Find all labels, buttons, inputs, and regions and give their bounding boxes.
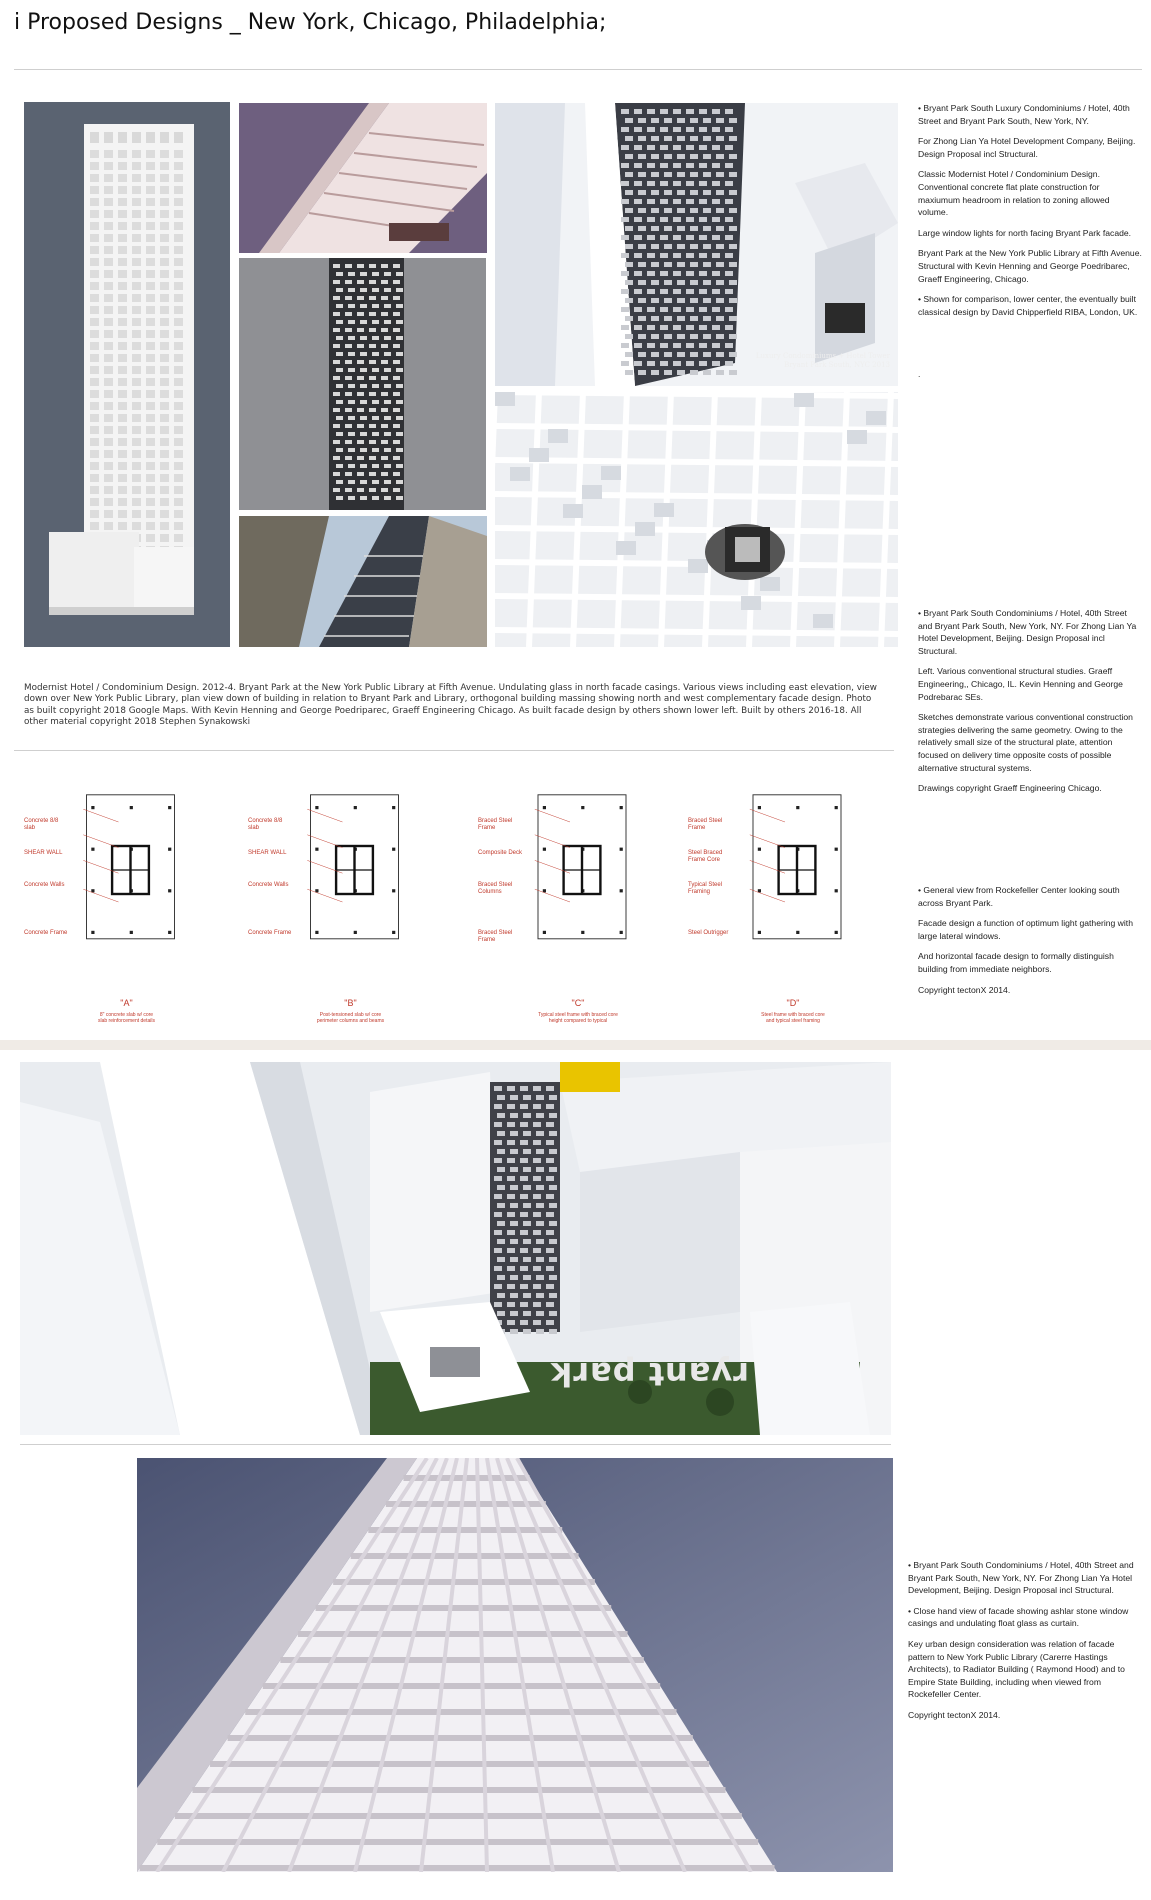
sidebar-paragraph: • Shown for comparison, lower center, the eventually built classical design by David Chipperfield RIBA, London, UK. — [918, 294, 1138, 317]
sidebar-paragraph: And horizontal facade design to formally distinguish building from immediate neighbors. — [918, 951, 1114, 974]
tower-perspective-render — [239, 103, 487, 253]
floor-plan-label: Concrete 8/8 slab — [248, 818, 283, 831]
floor-plan-label: Composite Deck — [478, 850, 523, 856]
sidebar-paragraph: Key urban design consideration was relation of facade pattern to New York Public Library (Carerre Hastings Architects), to Radiator Building ( Raymond Hood) and to Empire State Building, including when viewed from Rockefeller Center. — [908, 1638, 1125, 1700]
sidebar-paragraph: Copyright tectonX 2014. — [918, 984, 1011, 995]
tower-elevation-image — [24, 102, 230, 647]
floor-plan-note: Typical steel frame with braced core height compared to typical — [538, 1012, 618, 1024]
floor-plan-label: Braced Steel Frame — [478, 930, 513, 943]
floor-plan-note: Steel frame with braced core and typical steel framing — [761, 1012, 825, 1024]
floor-plan-title: "C" — [571, 998, 585, 1008]
sidebar-paragraph: Classic Modernist Hotel / Condominium Design. Conventional concrete flat plate construction for maxiumum headroom in relation to zoning allowed volume. — [918, 169, 1110, 218]
sidebar-paragraph: Sketches demonstrate various conventional construction strategies delivering the same geometry. Owing to the relatively small size of the structural plate, attention focused on delivery time opposite costs of possible alternative structural systems. — [918, 712, 1133, 773]
page-title: i Proposed Designs _ New York, Chicago, Philadelphia; — [14, 10, 607, 35]
luxury-tower-render — [495, 103, 898, 386]
section-band — [0, 1040, 1151, 1050]
sidebar-paragraph: Facade design a function of optimum light gathering with large lateral windows. — [918, 918, 1133, 941]
sidebar-paragraph: • Bryant Park South Condominiums / Hotel, 40th Street and Bryant Park South, New York, NY. For Zhong Lian Ya Hotel Development, Beijing. Design Proposal incl Structural. — [918, 608, 1137, 656]
sidebar-paragraph: • General view from Rockefeller Center looking south across Bryant Park. — [918, 885, 1120, 908]
sidebar-paragraph: For Zhong Lian Ya Hotel Development Company, Beijing. Design Proposal incl Structural. — [918, 136, 1136, 159]
floor-plan-note: 8" concrete slab w/ core slab reinforcement details — [98, 1012, 155, 1024]
floor-plan-d — [688, 790, 898, 1040]
panel3-sidebar — [918, 884, 1142, 1004]
floor-plan-label: Concrete Frame — [24, 930, 68, 936]
sidebar-paragraph: Left. Various conventional structural studies. Graeff Engineering,, Chicago, IL. Kevin Henning and George Podrebarac SEs. — [918, 666, 1123, 702]
sidebar-paragraph: Large window lights for north facing Bryant Park facade. — [918, 227, 1132, 238]
sidebar-paragraph: Bryant Park at the New York Public Library at Fifth Avenue. Structural with Kevin Henning and George Poedribarec, Graeff Engineering, Chicago. — [918, 248, 1142, 284]
floor-plan-a — [24, 790, 229, 1040]
panel2-sidebar — [918, 607, 1142, 803]
floor-plan-title: "A" — [120, 998, 133, 1008]
floor-plan-label: Typical Steel Framing — [688, 882, 723, 895]
floor-plan-label: Braced Steel Columns — [478, 882, 513, 895]
street-photo — [239, 516, 487, 647]
panel4-sidebar — [908, 1559, 1142, 1730]
bryant-park-logo: ryant park — [550, 1355, 750, 1393]
floor-plan-label: Steel Outrigger — [688, 930, 729, 936]
grid-facade-render — [239, 258, 486, 510]
facade-closeup-render — [137, 1458, 893, 1872]
floor-plan-note: Post-tensioned slab w/ core perimeter columns and beams — [316, 1012, 385, 1024]
render-caption: Luxury Condominiums + Hotel Tower Bryant Park South, NYC 2013 — [755, 352, 890, 369]
floor-plan-label: Concrete Walls — [24, 882, 65, 888]
divider — [14, 750, 894, 751]
floor-plan-title: "D" — [786, 998, 800, 1008]
sidebar-paragraph: • Bryant Park South Condominiums / Hotel, 40th Street and Bryant Park South, New York, NY. For Zhong Lian Ya Hotel Development, Beijing. Design Proposal incl Structural. — [908, 1560, 1134, 1596]
panel1-caption: Modernist Hotel / Condominium Design. 2012-4. Bryant Park at the New York Public Library at Fifth Avenue. Undulating glass in north facade casings. Various views including east elevation, view down over New York Public Library, plan view down of building in relation to Bryant Park and Library, orthogonal building massing showing north and west complementary facade design. Photo as built copyright 2018 Google Maps. With Kevin Henning and George Poedriparec, Graeff Engineering Chicago. As built facade design by others shown lower left. Built by others 2016-18. All other material copyright 2018 Stephen Synakowski — [24, 683, 877, 728]
floor-plan-label: Concrete 8/8 slab — [24, 818, 59, 831]
floor-plan-label: Braced Steel Frame — [688, 818, 723, 831]
floor-plan-title: "B" — [344, 998, 357, 1008]
top-divider — [14, 69, 1142, 70]
floor-plan-label: SHEAR WALL — [24, 850, 63, 856]
panel1-sidebar — [918, 102, 1142, 389]
sidebar-paragraph: • Close hand view of facade showing ashlar stone window casings and undulating float glass as curtain. — [908, 1605, 1129, 1629]
site-plan-image — [495, 392, 898, 647]
floor-plan-label: Steel Braced Frame Core — [688, 850, 723, 863]
floor-plan-c — [478, 790, 678, 1040]
floor-plan-label: Braced Steel Frame — [478, 818, 513, 831]
divider — [20, 1444, 891, 1445]
sidebar-paragraph: Copyright tectonX 2014. — [908, 1709, 1001, 1720]
floor-plan-label: SHEAR WALL — [248, 850, 287, 856]
aerial-park-render — [20, 1062, 891, 1435]
sidebar-paragraph: Drawings copyright Graeff Engineering Chicago. — [918, 783, 1102, 794]
sidebar-paragraph: . — [918, 369, 921, 380]
floor-plan-b — [248, 790, 453, 1040]
sidebar-paragraph: • Bryant Park South Luxury Condominiums / Hotel, 40th Street and Bryant Park South, New York, NY. — [918, 103, 1130, 126]
floor-plan-label: Concrete Walls — [248, 882, 289, 888]
floor-plan-label: Concrete Frame — [248, 930, 292, 936]
